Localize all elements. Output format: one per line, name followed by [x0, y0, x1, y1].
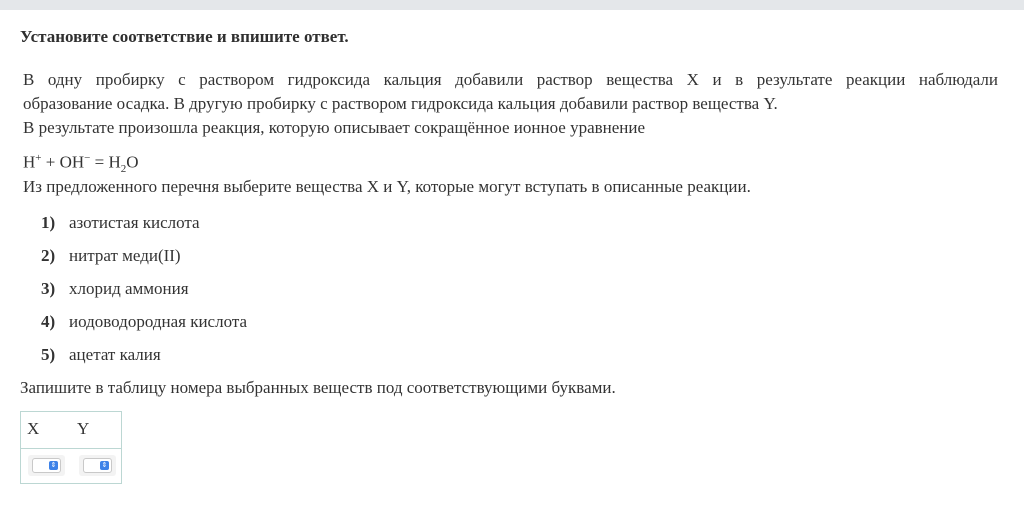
option-item	[41, 343, 247, 376]
eq-plus-oh: + OH	[41, 152, 85, 172]
table-instruction: Запишите в таблицу номера выбранных веществ под соответствующими буквами.	[20, 378, 616, 397]
option-text: ацетат калия	[69, 345, 161, 364]
problem-line-1: В одну пробирку с раствором гидроксида кальция добавили раствор вещества X и в результате реакции наблюдали	[23, 70, 998, 89]
option-number: 5)	[41, 345, 56, 364]
option-number: 4)	[41, 312, 56, 331]
eq-oh-charge: −	[84, 152, 91, 164]
option-item	[41, 277, 247, 310]
column-y-label: Y	[77, 419, 90, 438]
top-bar	[0, 0, 1024, 10]
select-x-box[interactable]	[32, 458, 61, 473]
select-updown-icon[interactable]: ⇕	[101, 461, 108, 469]
option-item	[41, 244, 247, 277]
option-item	[41, 211, 247, 244]
eq-o: O	[126, 152, 139, 172]
select-x[interactable]	[28, 455, 65, 476]
select-y-box[interactable]	[83, 458, 112, 473]
problem-text	[23, 68, 998, 140]
option-number: 3)	[41, 279, 56, 298]
options-list	[41, 211, 247, 376]
question-text: Из предложенного перечня выберите вещества X и Y, которые могут вступать в описанные реакции.	[23, 177, 751, 196]
option-number: 1)	[41, 213, 56, 232]
option-text: иодоводородная кислота	[69, 312, 248, 331]
select-updown-icon[interactable]: ⇕	[50, 461, 57, 469]
eq-sub2: 2	[120, 163, 127, 176]
problem-line-3: В результате произошла реакция, которую описывает сокращённое ионное уравнение	[23, 118, 646, 137]
select-y[interactable]	[79, 455, 116, 476]
eq-equals-h: = H	[90, 152, 121, 172]
answer-table-header	[21, 412, 121, 449]
eq-h-charge: +	[35, 152, 42, 164]
option-text: нитрат меди(II)	[69, 246, 181, 265]
option-text: азотистая кислота	[69, 213, 200, 232]
task-instruction: Установите соответствие и впишите ответ.	[20, 27, 349, 46]
option-number: 2)	[41, 246, 56, 265]
option-item	[41, 310, 247, 343]
column-x-label: X	[27, 419, 40, 438]
problem-line-2: образование осадка. В другую пробирку с раствором гидроксида кальция добавили раствор вещества Y.	[23, 94, 778, 113]
eq-h: H	[23, 152, 36, 172]
option-text: хлорид аммония	[69, 279, 189, 298]
